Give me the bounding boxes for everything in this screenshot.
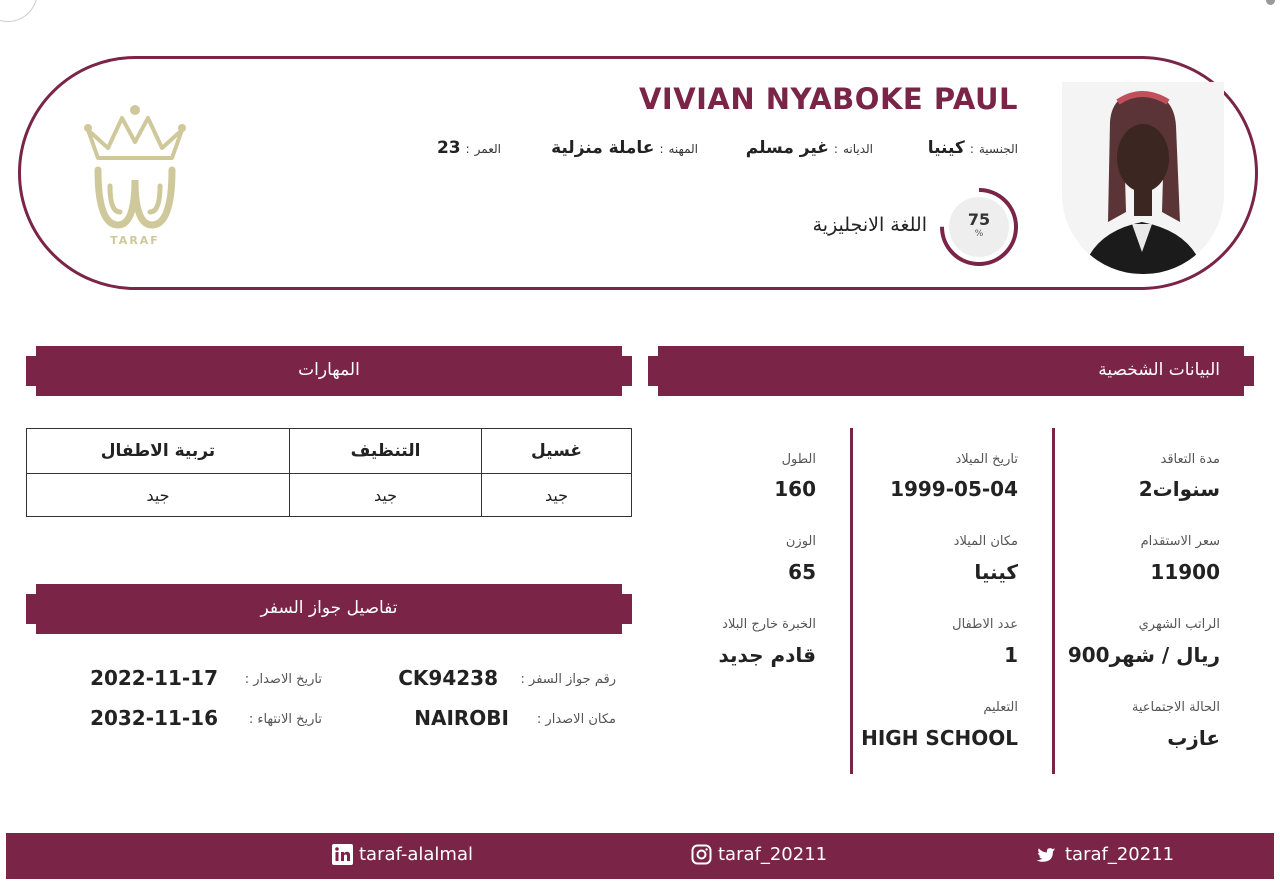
religion-value: غير مسلم xyxy=(745,138,829,158)
age-label: العمر xyxy=(474,142,501,156)
crown-logo-icon xyxy=(80,100,190,250)
separator: : xyxy=(465,142,470,156)
column-divider xyxy=(1052,428,1055,774)
height-value: 160 xyxy=(774,477,816,501)
age-field xyxy=(437,138,501,164)
personal-info-banner xyxy=(648,346,1254,396)
age-value: 23 xyxy=(436,138,461,158)
profile-photo xyxy=(1062,82,1224,274)
instagram-handle: taraf_20211 xyxy=(718,844,828,865)
passport-number-value: CK94238 xyxy=(398,666,498,690)
passport-banner xyxy=(26,584,632,634)
skill-value: جيد xyxy=(290,474,482,517)
passport-title: تفاصيل جواز السفر xyxy=(260,598,398,618)
candidate-name: VIVIAN NYABOKE PAUL xyxy=(638,82,1018,116)
twitter-handle: taraf_20211 xyxy=(1065,844,1175,865)
separator: : xyxy=(833,142,838,156)
issue-place-value: NAIROBI xyxy=(414,706,509,730)
height-label: الطول xyxy=(781,452,816,467)
issue-place-label: مكان الاصدار : xyxy=(536,712,616,727)
birth-place-value: كينيا xyxy=(974,560,1018,584)
instagram-icon xyxy=(691,844,712,865)
language-percent: 75 xyxy=(967,210,991,229)
marital-status-label: الحالة الاجتماعية xyxy=(1131,700,1220,715)
table-row xyxy=(27,429,632,474)
column-divider xyxy=(850,428,853,774)
profession-value: عاملة منزلية xyxy=(551,138,655,158)
recruitment-price-label: سعر الاستقدام xyxy=(1140,534,1220,549)
skill-header: التنظيف xyxy=(290,429,482,474)
person-photo-icon xyxy=(1062,82,1224,274)
weight-label: الوزن xyxy=(785,534,816,549)
nationality-value: كينيا xyxy=(927,138,965,158)
education-value: HIGH SCHOOL xyxy=(861,726,1018,750)
nationality-field xyxy=(928,138,1018,164)
profession-field xyxy=(551,138,698,164)
scroll-indicator[interactable] xyxy=(1266,0,1275,5)
personal-info-title: البيانات الشخصية xyxy=(1098,360,1220,380)
religion-field xyxy=(746,138,873,164)
skill-value: جيد xyxy=(482,474,632,517)
profession-label: المهنه xyxy=(668,142,698,156)
twitter-link[interactable] xyxy=(1036,844,1174,865)
linkedin-handle: taraf-alalmal xyxy=(359,844,473,865)
skill-value: جيد xyxy=(27,474,290,517)
language-label: اللغة الانجليزية xyxy=(812,214,927,236)
skills-table xyxy=(26,428,632,517)
issue-date-value: 2022-11-17 xyxy=(90,666,218,690)
experience-label: الخبرة خارج البلاد xyxy=(722,617,816,632)
children-count-label: عدد الاطفال xyxy=(952,617,1018,632)
birth-place-label: مكان الميلاد xyxy=(953,534,1018,549)
skill-header: غسيل xyxy=(482,429,632,474)
passport-number-label: رقم جواز السفر : xyxy=(520,672,616,687)
weight-value: 65 xyxy=(788,560,816,584)
religion-label: الديانه xyxy=(842,142,873,156)
children-count-value: 1 xyxy=(1004,643,1018,667)
experience-value: قادم جديد xyxy=(718,643,816,667)
percent-sign: % xyxy=(974,229,984,239)
skills-banner xyxy=(26,346,632,396)
issue-date-label: تاريخ الاصدار : xyxy=(244,672,322,687)
marital-status-value: عازب xyxy=(1167,726,1220,750)
birth-date-value: 1999-05-04 xyxy=(890,477,1018,501)
nationality-label: الجنسية xyxy=(978,142,1018,156)
monthly-salary-value: 900ريال / شهر xyxy=(1067,643,1220,667)
expiry-date-label: تاريخ الانتهاء : xyxy=(248,712,322,727)
separator: : xyxy=(969,142,974,156)
recruitment-price-value: 11900 xyxy=(1150,560,1220,584)
contract-duration-value: 2سنوات xyxy=(1138,477,1220,501)
expiry-date-value: 2032-11-16 xyxy=(90,706,218,730)
education-label: التعليم xyxy=(983,700,1018,715)
separator: : xyxy=(659,142,664,156)
table-row xyxy=(27,474,632,517)
linkedin-icon xyxy=(332,844,353,865)
skill-header: تربية الاطفال xyxy=(27,429,290,474)
birth-date-label: تاريخ الميلاد xyxy=(955,452,1018,467)
twitter-icon xyxy=(1036,845,1059,865)
contract-duration-label: مدة التعاقد xyxy=(1160,452,1220,467)
corner-decoration xyxy=(0,0,38,22)
skills-title: المهارات xyxy=(298,360,360,380)
linkedin-link[interactable] xyxy=(332,844,473,865)
logo-text: TARAF xyxy=(110,234,160,247)
instagram-link[interactable] xyxy=(691,844,827,865)
taraf-logo xyxy=(80,100,190,250)
monthly-salary-label: الراتب الشهري xyxy=(1138,617,1220,632)
